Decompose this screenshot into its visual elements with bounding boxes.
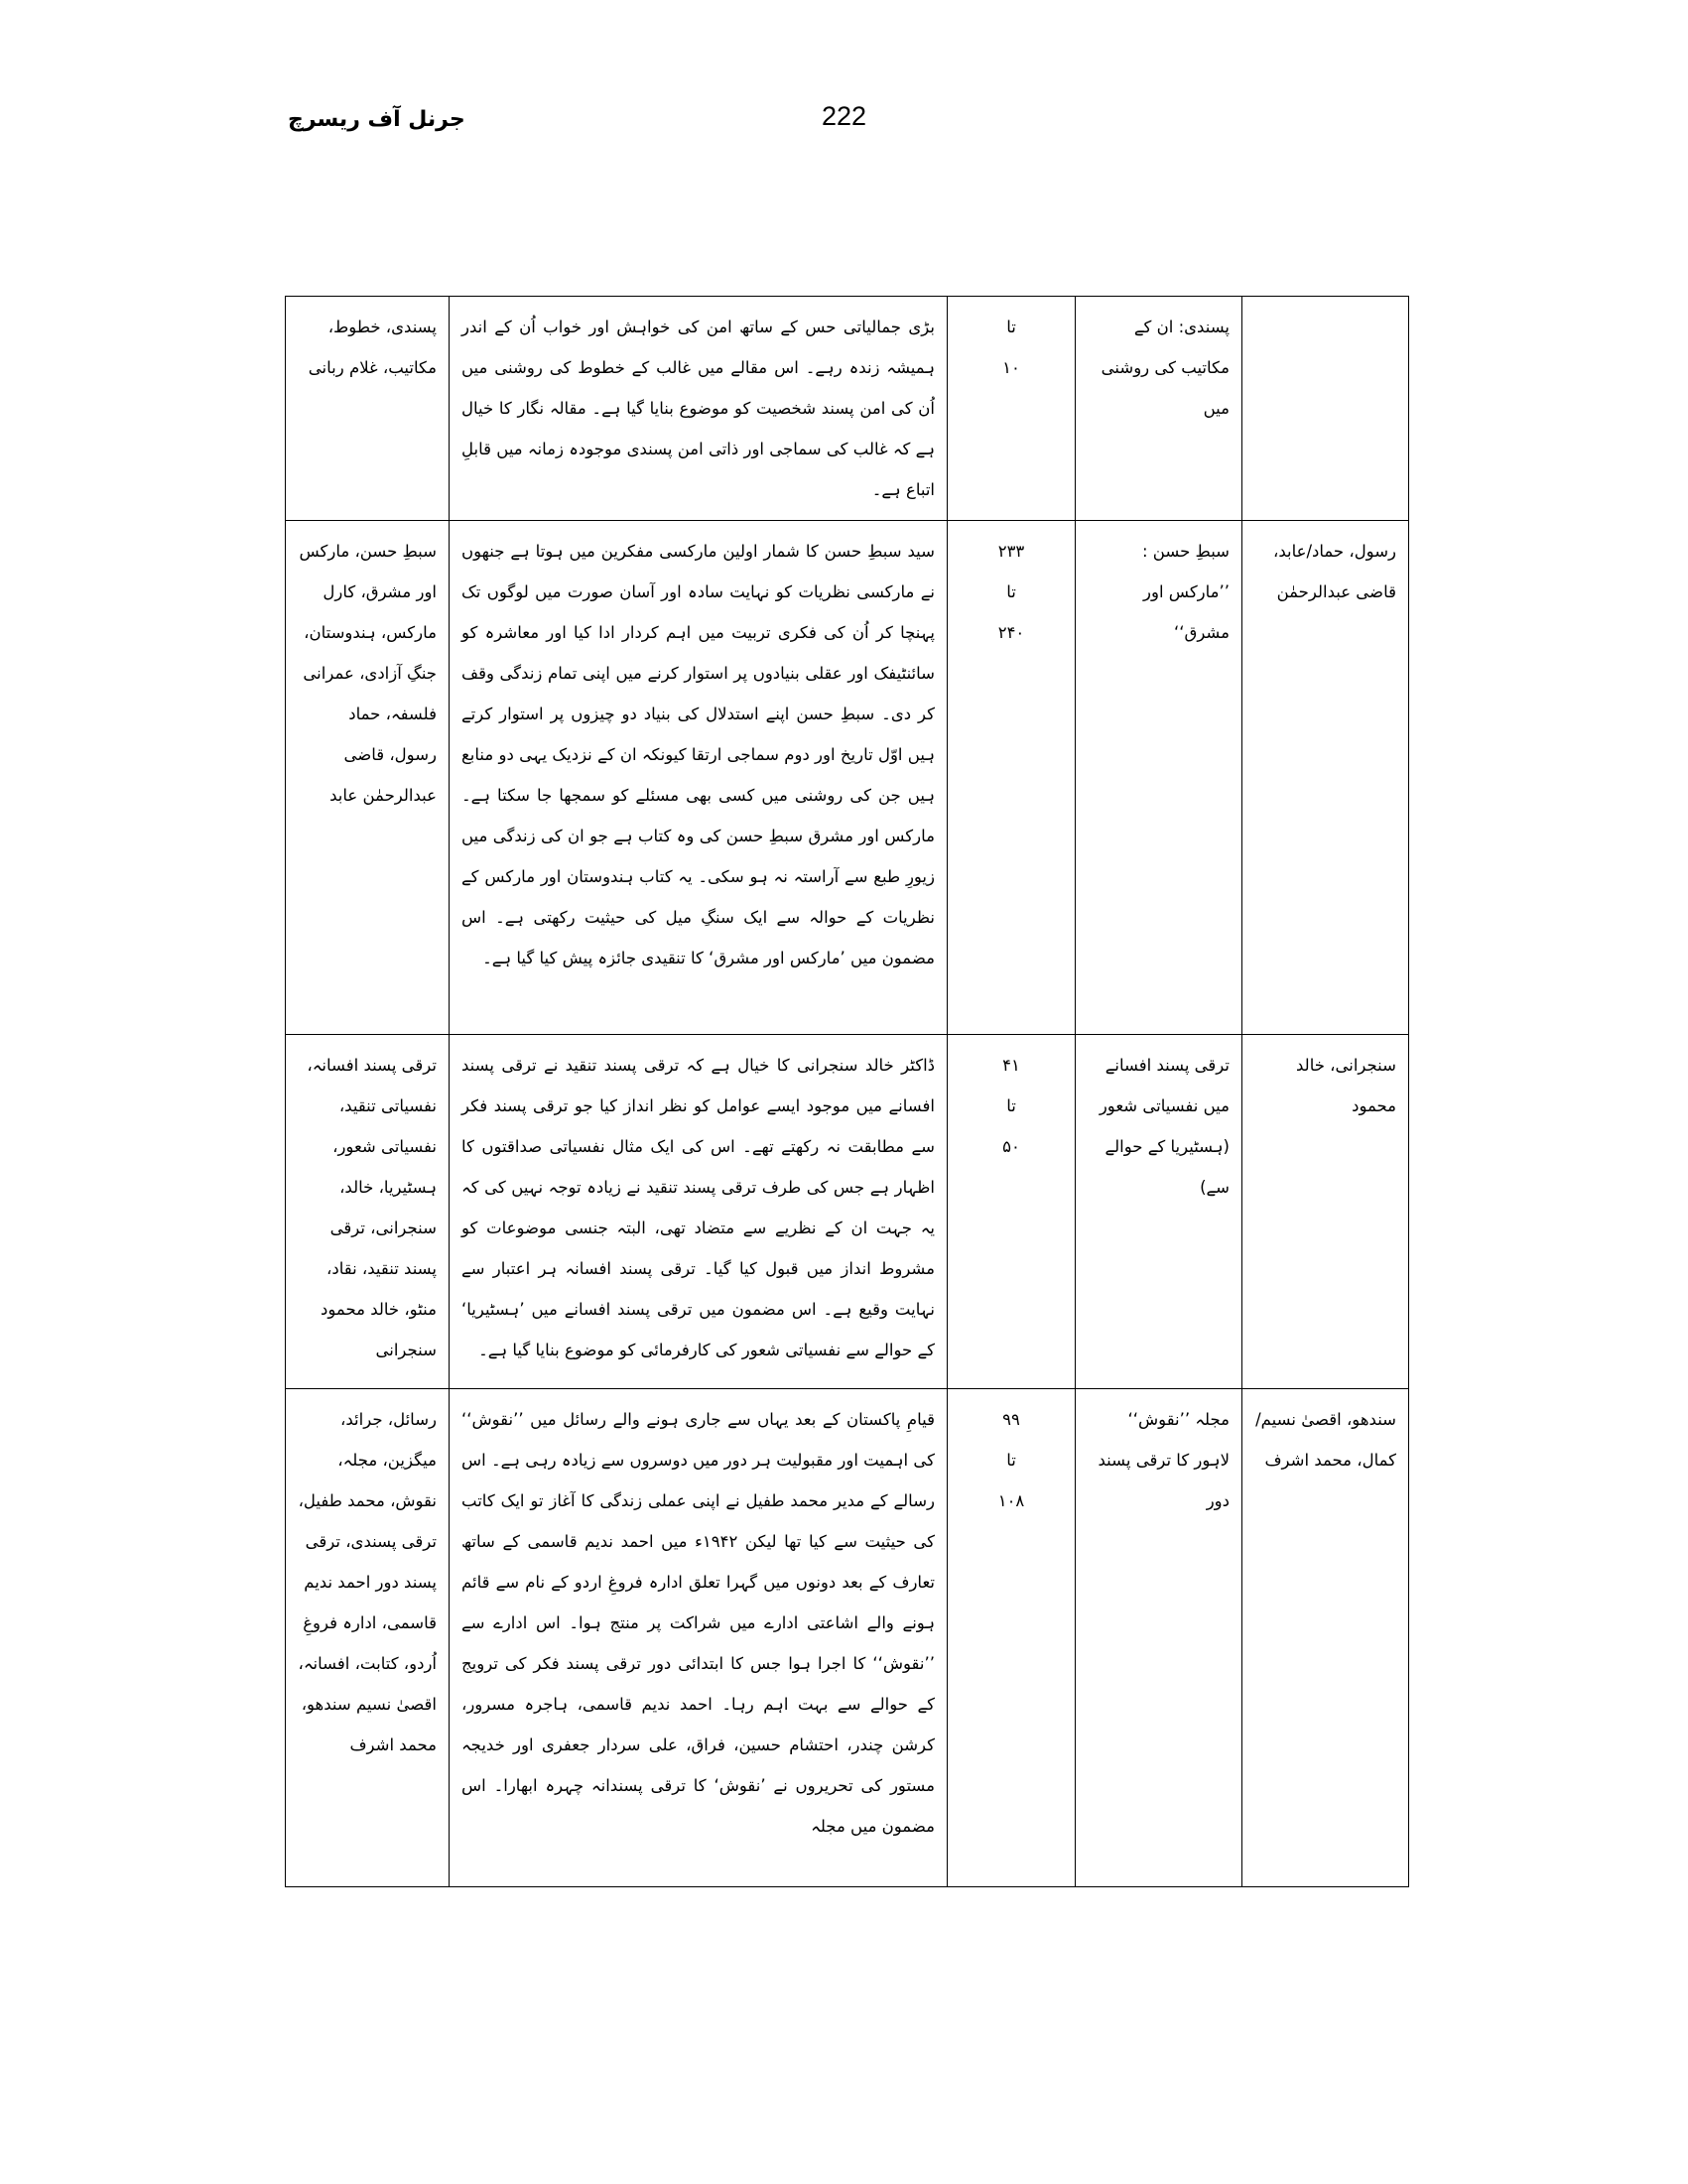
authors-cell: سنجرانی، خالد محمود	[1242, 1035, 1409, 1389]
authors-cell: سندھو، اقصیٰ نسیم/کمال، محمد اشرف	[1242, 1389, 1409, 1887]
article-title-cell: مجلہ ’’نقوش‘‘ لاہور کا ترقی پسند دور	[1076, 1389, 1242, 1887]
authors-cell: رسول، حماد/عابد، قاضی عبدالرحمٰن	[1242, 521, 1409, 1035]
journal-title: جرنل آف ریسرچ	[288, 107, 465, 132]
keywords-cell: ترقی پسند افسانہ، نفسیاتی تنقید، نفسیاتی شعور، ہسٹیریا، خالد، سنجرانی، ترقی پسند تنقید، نقاد، منٹو، خالد محمود سنجرانی	[286, 1035, 450, 1389]
pages-line: ۱۰	[1002, 358, 1020, 377]
pages-line: ۵۰	[1002, 1137, 1020, 1156]
article-title-cell: سبطِ حسن : ’’مارکس اور مشرق‘‘	[1076, 521, 1242, 1035]
pages-line: ۱۰۸	[997, 1491, 1025, 1510]
pages-cell	[948, 1035, 1076, 1389]
pages-cell	[948, 1389, 1076, 1887]
summary-cell: سید سبطِ حسن کا شمار اولین مارکسی مفکرین میں ہوتا ہے جنھوں نے مارکسی نظریات کو نہایت سادہ اور آسان صورت میں لوگوں تک پہنچا کر اُن کی فکری تربیت میں اہم کردار ادا کیا اور معاشرہ کو سائنٹیفک اور عقلی بنیادوں پر استوار کرنے میں اپنی تمام زندگی وقف کر دی۔ سبطِ حسن اپنے استدلال کی بنیاد دو چیزوں پر استوار کرتے ہیں اوّل تاریخ اور دوم سماجی ارتقا کیونکہ ان کے نزدیک یہی دو منابع ہیں جن کی روشنی میں کسی بھی مسئلے کو سمجھا جا سکتا ہے۔ مارکس اور مشرق سبطِ حسن کی وہ کتاب ہے جو ان کی زندگی میں زیورِ طبع سے آراستہ نہ ہو سکی۔ یہ کتاب ہندوستان اور مارکس کے نظریات کے حوالہ سے ایک سنگِ میل کی حیثیت رکھتی ہے۔ اس مضمون میں ’مارکس اور مشرق‘ کا تنقیدی جائزہ پیش کیا گیا ہے۔	[450, 521, 948, 1035]
pages-line: تا	[1006, 582, 1016, 601]
pages-line: ۲۳۳	[997, 542, 1025, 561]
summary-cell: ڈاکٹر خالد سنجرانی کا خیال ہے کہ ترقی پسند تنقید نے ترقی پسند افسانے میں موجود ایسے عوامل کو نظر انداز کیا جو ترقی پسند فکر سے مطابقت نہ رکھتے تھے۔ اس کی ایک مثال نفسیاتی صداقتوں کا اظہار ہے جس کی طرف ترقی پسند تنقید نے زیادہ توجہ نہیں کی کہ یہ جہت ان کے نظریے سے متضاد تھی، البتہ جنسی موضوعات کو مشروط انداز میں قبول کیا گیا۔ ترقی پسند افسانہ ہر اعتبار سے نہایت وقیع ہے۔ اس مضمون میں ترقی پسند افسانے میں ’ہسٹیریا‘ کے حوالے سے نفسیاتی شعور کی کارفرمائی کو موضوع بنایا گیا ہے۔	[450, 1035, 948, 1389]
pages-cell	[948, 297, 1076, 521]
table-row	[286, 297, 1409, 521]
table-row	[286, 521, 1409, 1035]
authors-cell	[1242, 297, 1409, 521]
pages-line: تا	[1006, 1096, 1016, 1115]
keywords-cell: پسندی، خطوط، مکاتیب، غلام ربانی	[286, 297, 450, 521]
pages-cell	[948, 521, 1076, 1035]
page-number: 222	[821, 101, 867, 131]
bibliography-table	[285, 296, 1409, 1887]
pages-line: ۹۹	[1002, 1410, 1020, 1429]
pages-line: ۲۴۰	[997, 623, 1025, 642]
pages-line: ۴۱	[1002, 1056, 1020, 1075]
summary-cell: بڑی جمالیاتی حس کے ساتھ امن کی خواہش اور خواب اُن کے اندر ہمیشہ زندہ رہے۔ اس مقالے میں غالب کے خطوط کی روشنی میں اُن کی امن پسند شخصیت کو موضوع بنایا گیا ہے۔ مقالہ نگار کا خیال ہے کہ غالب کی سماجی اور ذاتی امن پسندی موجودہ زمانہ میں قابلِ اتباع ہے۔	[450, 297, 948, 521]
table-row	[286, 1035, 1409, 1389]
keywords-cell: سبطِ حسن، مارکس اور مشرق، کارل مارکس، ہندوستان، جنگِ آزادی، عمرانی فلسفہ، حماد رسول، قاضی عبدالرحمٰن عابد	[286, 521, 450, 1035]
pages-line: تا	[1006, 318, 1016, 336]
table-row	[286, 1389, 1409, 1887]
pages-line: تا	[1006, 1451, 1016, 1470]
article-title-cell: پسندی: ان کے مکاتیب کی روشنی میں	[1076, 297, 1242, 521]
keywords-cell: رسائل، جرائد، میگزین، مجلہ، نقوش، محمد طفیل، ترقی پسندی، ترقی پسند دور احمد ندیم قاسمی، ادارہ فروغِ اُردو، کتابت، افسانہ، اقصیٰ نسیم سندھو، محمد اشرف	[286, 1389, 450, 1887]
article-title-cell: ترقی پسند افسانے میں نفسیاتی شعور (ہسٹیریا کے حوالے سے)	[1076, 1035, 1242, 1389]
summary-cell: قیامِ پاکستان کے بعد یہاں سے جاری ہونے والے رسائل میں ’’نقوش‘‘ کی اہمیت اور مقبولیت ہر دور میں دوسروں سے زیادہ رہی ہے۔ اس رسالے کے مدیر محمد طفیل نے اپنی عملی زندگی کا آغاز تو ایک کاتب کی حیثیت سے کیا تھا لیکن ۱۹۴۲ء میں احمد ندیم قاسمی کے ساتھ تعارف کے بعد دونوں میں گہرا تعلق ادارہ فروغِ اردو کے نام سے قائم ہونے والے اشاعتی ادارے میں شراکت پر منتج ہوا۔ اس ادارے سے ’’نقوش‘‘ کا اجرا ہوا جس کا ابتدائی دور ترقی پسند فکر کی ترویج کے حوالے سے بہت اہم رہا۔ احمد ندیم قاسمی، ہاجرہ مسرور، کرشن چندر، احتشام حسین، فراق، علی سردار جعفری اور خدیجہ مستور کی تحریروں نے ’نقوش‘ کا ترقی پسندانہ چہرہ ابھارا۔ اس مضمون میں مجلہ	[450, 1389, 948, 1887]
